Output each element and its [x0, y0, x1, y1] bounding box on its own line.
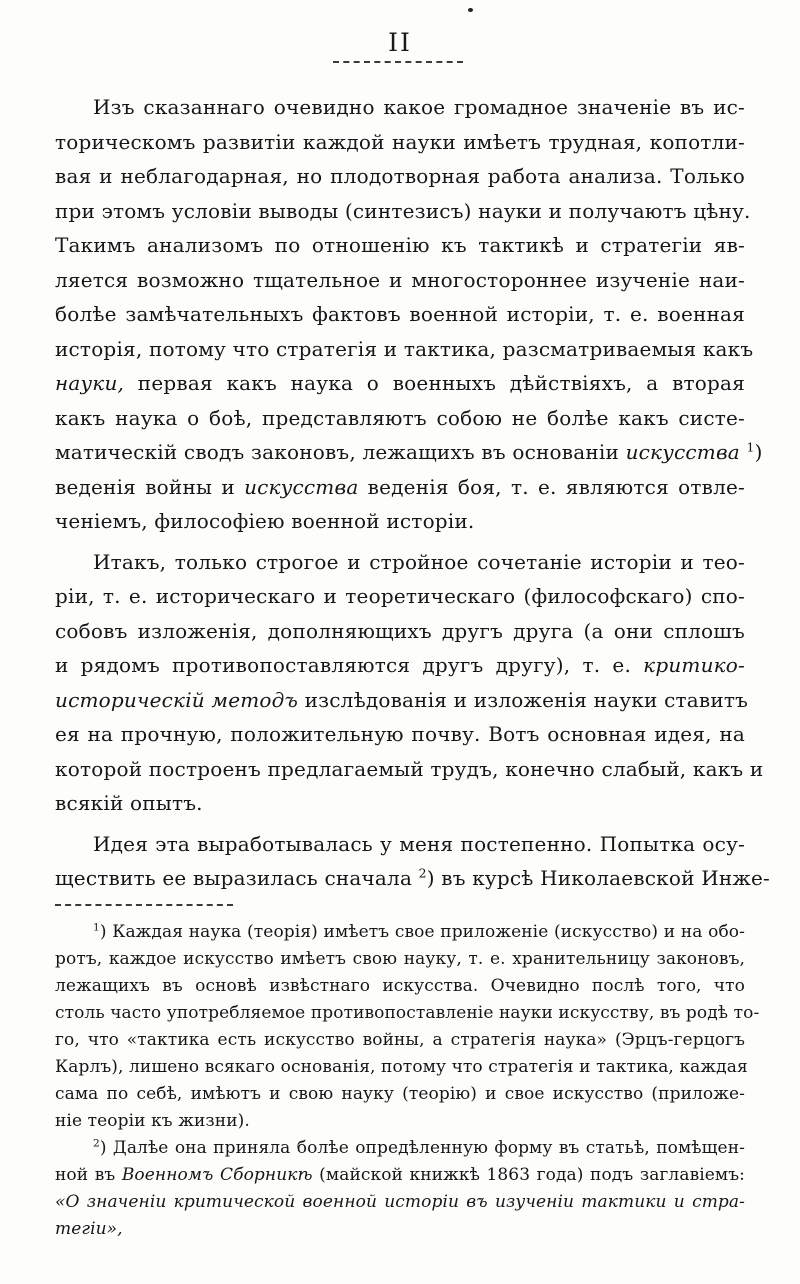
footnote-reference-mark: 1: [93, 921, 100, 934]
text-segment: ): [754, 440, 763, 464]
text-segment: вая и неблагодарная, но плодотворная работа анализа. Только: [55, 164, 745, 188]
body-text-line: [55, 297, 745, 332]
footnote-reference-mark: 1: [746, 439, 755, 455]
footnote-line: [55, 973, 745, 1000]
body-text-line: [55, 861, 770, 896]
footnote-line: [55, 1108, 745, 1135]
text-segment: ществить ее выразилась сначала: [55, 866, 419, 890]
footnote-line: [55, 1000, 760, 1027]
text-segment: Военномъ Сборникѣ: [121, 1165, 313, 1185]
paragraph: [55, 545, 764, 821]
footnote-reference-mark: 2: [418, 865, 427, 881]
text-segment: тегіи»,: [55, 1219, 123, 1239]
text-segment: ляется возможно тщательное и многостороннее изученіе наи-: [55, 267, 745, 292]
text-segment: при этомъ условіи выводы (синтезисъ) науки и получаютъ цѣну.: [55, 198, 751, 223]
text-segment: которой построенъ предлагаемый трудъ, конечно слабый, какъ и: [55, 756, 764, 781]
text-segment: сама по себѣ, имѣютъ и свою науку (теорію) и свое искусство (приложе-: [55, 1084, 745, 1104]
body-text-line: [55, 332, 754, 367]
text-segment: (майской книжкѣ 1863 года) подъ заглавіемъ:: [312, 1165, 745, 1185]
body-text-line: [55, 263, 745, 298]
footnote-line: [55, 919, 745, 946]
text-segment: веденія войны и: [55, 474, 245, 499]
text-segment: веденія боя, т. е. являются отвле-: [358, 474, 745, 499]
body-text-line: [55, 545, 745, 580]
text-segment: науки,: [55, 371, 125, 395]
text-segment: и рядомъ противопоставляются другъ другу), т. е.: [55, 653, 644, 677]
footnote-line: [55, 1189, 745, 1216]
footnote-line: [55, 1162, 745, 1189]
text-segment: матическій сводъ законовъ, лежащихъ въ основаніи: [55, 440, 626, 464]
body-text-line: [55, 786, 745, 821]
body-text-line: [55, 752, 764, 787]
scan-artifact-dot: [468, 8, 473, 12]
body-text-line: [55, 366, 745, 401]
text-segment: торическомъ развитіи каждой науки имѣетъ трудная, копотли-: [55, 129, 745, 154]
footnote-line: [55, 1216, 745, 1243]
body-text-line: [55, 125, 745, 160]
body-text-line: [55, 159, 745, 194]
page-number: II: [388, 28, 412, 57]
body-text: [55, 90, 770, 896]
footnote-line: [55, 1081, 745, 1108]
text-segment: изслѣдованія и изложенія науки ставитъ: [298, 687, 749, 712]
text-segment: ) Далѣе она приняла болѣе опредѣленную форму въ статьѣ, помѣщен-: [99, 1138, 745, 1158]
text-segment: искусства: [244, 474, 359, 499]
body-text-line: [55, 717, 745, 752]
text-segment: ея на прочную, положительную почву. Вотъ основная идея, на: [55, 722, 745, 746]
footnote: [55, 1135, 745, 1243]
footnotes-section: [55, 919, 760, 1243]
body-text-line: [55, 827, 745, 862]
text-segment: Карлъ), лишено всякаго основанія, потому что стратегія и тактика, каждая: [55, 1057, 748, 1077]
text-segment: лежащихъ въ основѣ извѣстнаго искусства. Очевидно послѣ того, что: [55, 976, 745, 996]
text-segment: «О значеніи критической военной исторіи въ изученіи тактики и стра-: [55, 1192, 745, 1212]
footnote-line: [55, 946, 745, 973]
text-segment: какъ наука о боѣ, представляютъ собою не болѣе какъ систе-: [55, 405, 745, 430]
text-segment: ной въ: [55, 1165, 122, 1185]
body-text-line: [55, 614, 745, 649]
text-segment: исторія, потому что стратегія и тактика, разсматриваемыя какъ: [55, 336, 754, 361]
text-segment: столь часто употребляемое противопоставленіе науки искусству, въ родѣ то-: [55, 1003, 760, 1023]
text-segment: Изъ сказаннаго очевидно какое громадное значеніе въ ис-: [93, 95, 745, 119]
text-segment: ) въ курсѣ Николаевской Инже-: [426, 866, 770, 890]
body-text-line: [55, 228, 745, 263]
text-segment: Идея эта выработывалась у меня постепенно. Попытка осу-: [93, 831, 745, 856]
text-segment: ) Каждая наука (теорія) имѣетъ свое приложеніе (искусство) и на обо-: [99, 922, 745, 942]
text-segment: историческій методъ: [55, 687, 299, 712]
footnote-reference-mark: 2: [93, 1137, 100, 1150]
text-segment: Итакъ, только строгое и стройное сочетаніе исторіи и тео-: [93, 549, 745, 574]
body-text-line: [55, 90, 745, 125]
footnote-line: [55, 1135, 745, 1162]
body-text-line: [55, 683, 749, 718]
body-text-line: [55, 648, 745, 683]
paragraph: [55, 827, 770, 896]
text-segment: критико-: [643, 653, 745, 677]
text-segment: первая какъ наука о военныхъ дѣйствіяхъ, а вторая: [124, 371, 745, 395]
body-text-line: [55, 401, 745, 436]
text-segment: ротъ, каждое искусство имѣетъ свою науку, т. е. хранительницу законовъ,: [55, 949, 745, 969]
footnote-separator: [55, 904, 233, 906]
text-segment: Такимъ анализомъ по отношенію къ тактикѣ и стратегіи яв-: [55, 233, 745, 257]
text-segment: ніе теоріи къ жизни).: [55, 1111, 250, 1131]
text-segment: собовъ изложенія, дополняющихъ другъ друга (а они сплошъ: [55, 618, 745, 643]
body-text-line: [55, 435, 763, 470]
text-segment: ченіемъ, философіею военной исторіи.: [55, 509, 475, 533]
body-text-line: [55, 579, 745, 614]
body-text-line: [55, 504, 745, 539]
text-segment: ріи, т. е. историческаго и теоретическаго (философскаго) спо-: [55, 584, 745, 608]
footnote-line: [55, 1027, 745, 1054]
paragraph: [55, 90, 763, 539]
body-text-line: [55, 470, 745, 505]
footnote-line: [55, 1054, 748, 1081]
body-text-line: [55, 194, 751, 229]
text-segment: искусства: [625, 440, 740, 464]
text-segment: всякій опытъ.: [55, 791, 203, 815]
text-segment: го, что «тактика есть искусство войны, а стратегія наука» (Эрцъ-герцогъ: [55, 1030, 745, 1050]
page-number-rule: [333, 61, 463, 63]
text-segment: болѣе замѣчательныхъ фактовъ военной исторіи, т. е. военная: [55, 302, 745, 326]
footnote: [55, 919, 760, 1135]
